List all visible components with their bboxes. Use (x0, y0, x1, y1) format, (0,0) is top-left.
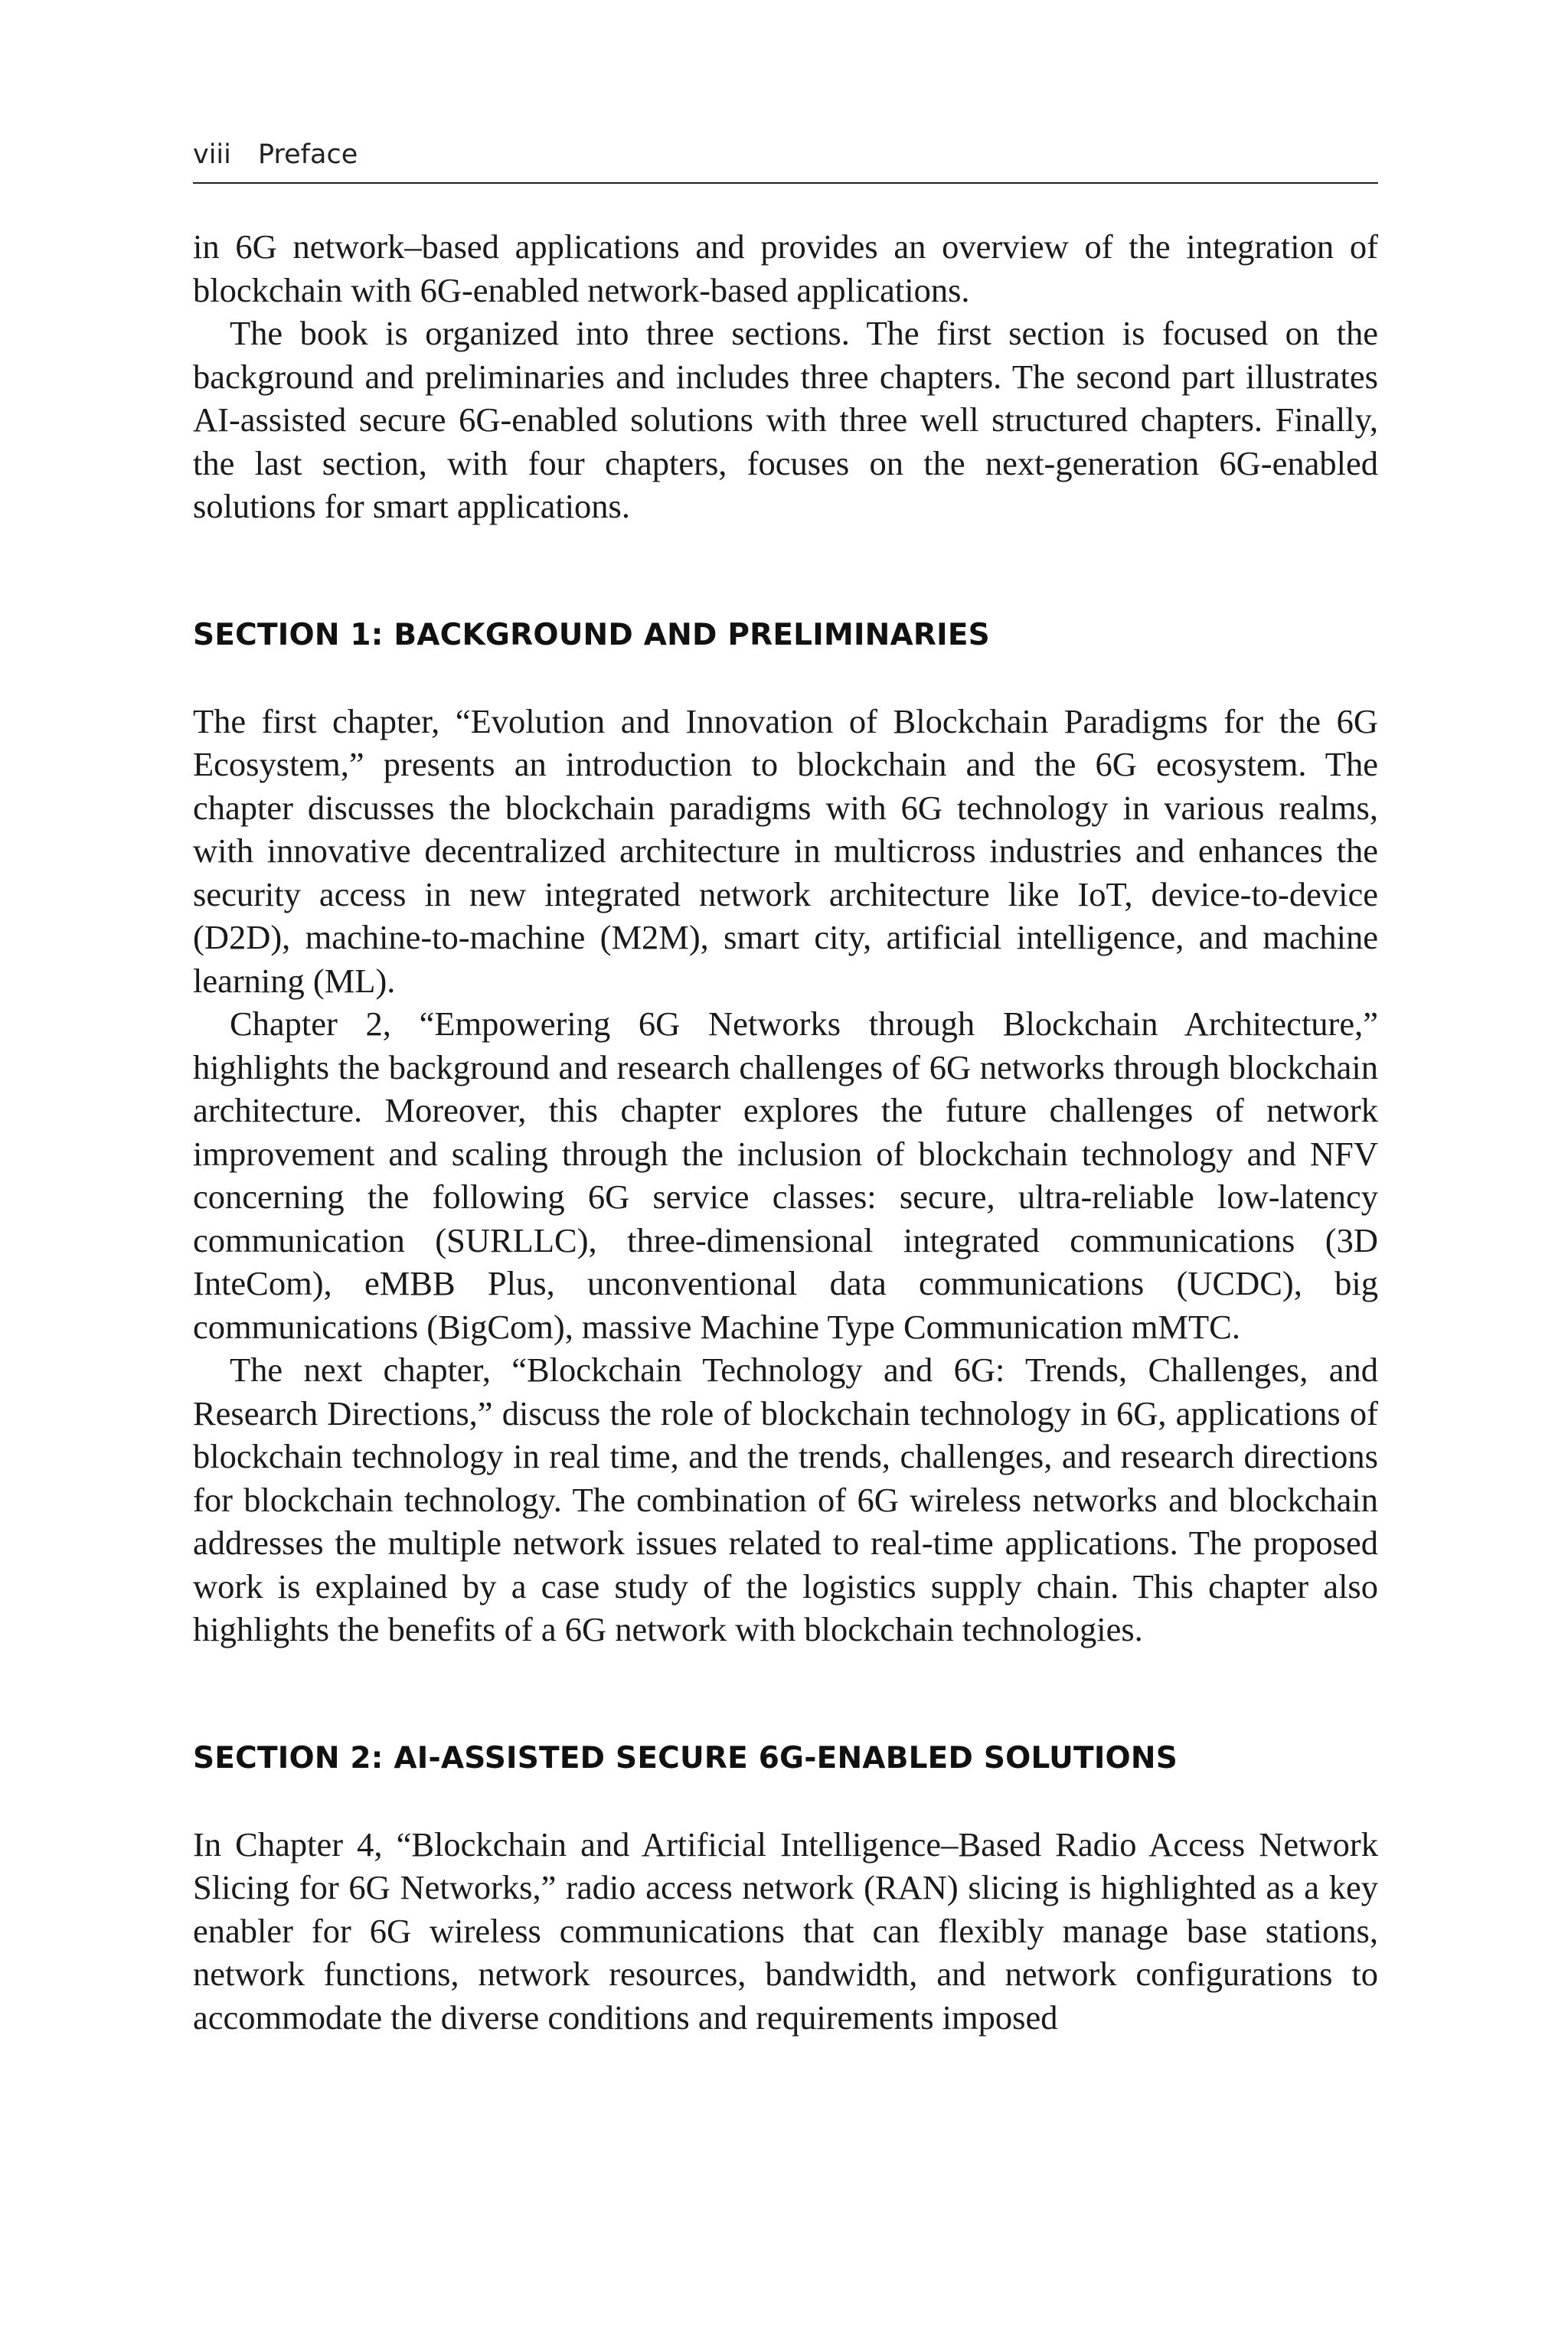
section-1-heading: SECTION 1: BACKGROUND AND PRELIMINARIES (193, 617, 990, 652)
section-1-paragraph-3: The next chapter, “Blockchain Technology and 6G: Trends, Challenges, and Research Directions,” discuss the role of blockchain technology in 6G, applications of blockchain technology in real time, and the trends, challenges, and research directions for blockchain technology. The combination of 6G wireless networks and blockchain addresses the multiple network issues related to real-time applications. The proposed work is explained by a case study of the logistics supply chain. This chapter also highlights the benefits of a 6G network with blockchain technologies. (193, 1351, 1378, 1648)
section-1-paragraph-2: Chapter 2, “Empowering 6G Networks through Blockchain Architecture,” highlights the background and research challenges of 6G networks through blockchain architecture. Moreover, this chapter explores the future challenges of network improvement and scaling through the inclusion of blockchain technology and NFV concerning the following 6G service classes: secure, ultra-reliable low-latency communication (SURLLC), three-dimensional integrated communications (3D InteCom), eMBB Plus, unconventional data communications (UCDC), big communications (BigCom), massive Machine Type Communication mMTC. (193, 1004, 1378, 1346)
running-header (193, 139, 1378, 184)
section-2-heading: SECTION 2: AI-ASSISTED SECURE 6G-ENABLED SOLUTIONS (193, 1740, 1178, 1775)
running-title: Preface (258, 139, 358, 170)
intro-paragraph-2: The book is organized into three sections. The first section is focused on the background and preliminaries and includes three chapters. The second part illustrates AI-assisted secure 6G-enabled solutions with three well structured chapters. Finally, the last section, with four chapters, focuses on the next-generation 6G-enabled solutions for smart applications. (193, 314, 1378, 525)
section-2-paragraph-1: In Chapter 4, “Blockchain and Artificial Intelligence–Based Radio Access Network Slicing for 6G Networks,” radio access network (RAN) slicing is highlighted as a key enabler for 6G wireless communications that can flexibly manage base stations, network functions, network resources, bandwidth, and network configurations to accommodate the diverse conditions and requirements imposed (193, 1824, 1378, 2037)
page-number: viii (193, 139, 231, 170)
body-text (193, 225, 1378, 2039)
section-1-paragraph-1: The first chapter, “Evolution and Innovation of Blockchain Paradigms for the 6G Ecosystem,” presents an introduction to blockchain and the 6G ecosystem. The chapter discusses the blockchain paradigms with 6G technology in various realms, with innovative decentralized architecture in multicross industries and enhances the security access in new integrated network architecture like IoT, device-to-device (D2D), machine-to-machine (M2M), smart city, artificial intelligence, and machine learning (ML). (193, 701, 1378, 1000)
intro-paragraph-1: in 6G network–based applications and provides an overview of the integration of blockchain with 6G-enabled network-based applications. (193, 227, 1378, 309)
